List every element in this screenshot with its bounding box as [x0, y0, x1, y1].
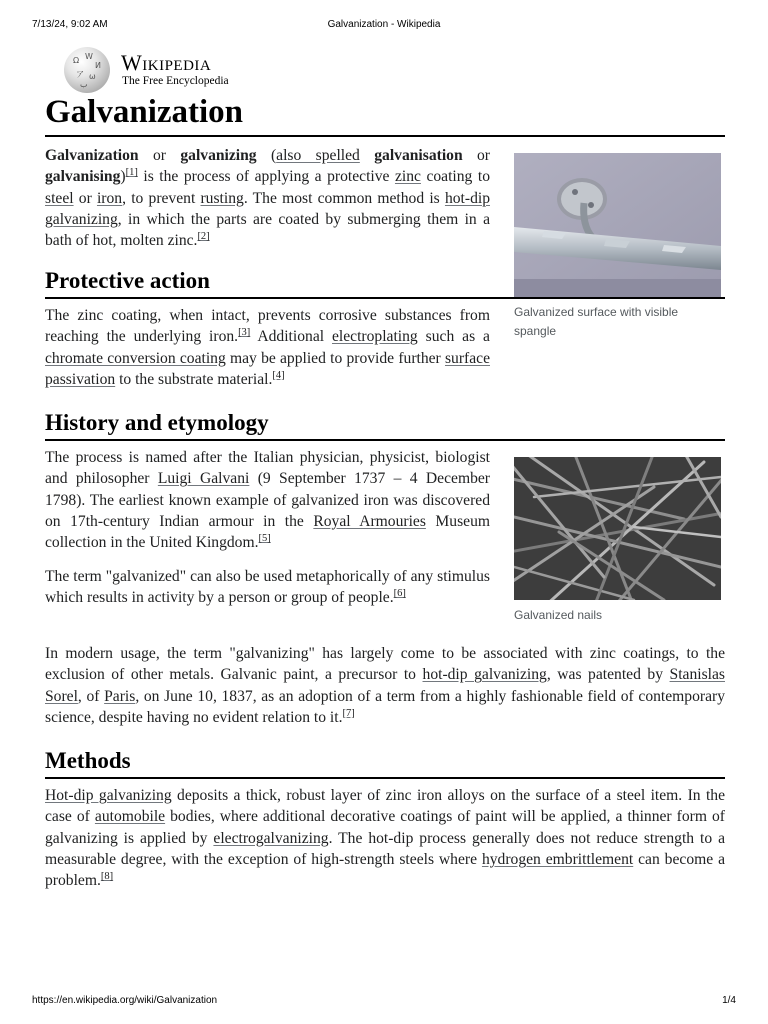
article-link[interactable]: Hot-dip galvanizing: [45, 787, 172, 804]
article-link[interactable]: hot-dip galvanizing: [422, 666, 547, 684]
section-heading-history: History and etymology: [45, 410, 269, 435]
text-run: bodies, where additional decorative coatings of paint will be applied, a thinner form of galvanizing is applied by: [45, 808, 725, 847]
figure-caption: Galvanized nails: [514, 608, 603, 622]
wikipedia-wordmark: [121, 50, 211, 76]
print-page-number: 1/4: [722, 995, 736, 1006]
intro-paragraph: [45, 145, 490, 251]
article-link[interactable]: steel: [45, 189, 74, 207]
text-run: . The most common method is: [243, 189, 445, 207]
reference-link[interactable]: [6]: [393, 588, 406, 600]
reference-link[interactable]: [8]: [100, 871, 114, 882]
article-link[interactable]: electrogalvanizing: [213, 829, 329, 847]
methods-paragraph: [45, 785, 725, 891]
print-datetime: 7/13/24, 9:02 AM: [32, 19, 108, 30]
history-paragraph-3: [45, 643, 725, 728]
wikipedia-tagline: The Free Encyclopedia: [122, 75, 229, 87]
wikipedia-globe-icon: Ω W И ア ω ب: [64, 47, 110, 93]
section-heading-protective-action: Protective action: [45, 268, 210, 293]
text-run: Additional: [250, 328, 332, 346]
print-page-title: Galvanization - Wikipedia: [327, 19, 441, 30]
galvanized-nails-image[interactable]: [514, 457, 721, 600]
reference-link[interactable]: [2]: [197, 231, 210, 242]
protective-action-paragraph: [45, 305, 490, 390]
text-run: such as a: [417, 328, 490, 346]
reference-link[interactable]: [7]: [342, 707, 355, 719]
page-title: Galvanization: [45, 94, 244, 130]
article-link[interactable]: automobile: [94, 808, 166, 826]
article-link[interactable]: Luigi Galvani: [157, 470, 250, 488]
text-run: , was patented by: [546, 666, 670, 684]
text-run: In modern usage, the term "galvanizing" has largely come to be associated with zinc coatings, to the exclusion of other metals. Galvanic paint, a precursor to: [45, 645, 725, 684]
text-run: can become a problem.: [45, 850, 726, 890]
figure-galvanized-nails: [514, 457, 722, 625]
text-run: deposits a thick, robust layer of zinc iron alloys on the surface of a steel item. In the case of: [45, 787, 725, 826]
text-run: , in which the parts are coated by submerging them in a bath of hot, molten zinc.: [45, 210, 490, 250]
title-divider: [45, 135, 725, 137]
text-run: , on June 10, 1837, as an adoption of a term from a highly fashionable field of contemporary science, despite having no evident relation to it.: [45, 687, 725, 726]
article-link[interactable]: also spelled: [276, 147, 360, 164]
bold-term: Galvanization: [45, 147, 139, 164]
article-link[interactable]: Stanislas Sorel: [45, 666, 725, 705]
figure-caption: Galvanized surface with visible spangle: [514, 305, 679, 338]
text-run: ): [120, 168, 126, 186]
text-run: [360, 147, 374, 164]
article-link[interactable]: zinc: [394, 168, 421, 186]
galvanized-surface-image[interactable]: [514, 153, 721, 297]
print-url: https://en.wikipedia.org/wiki/Galvanization: [32, 995, 218, 1006]
text-run: The zinc coating, when intact, prevents corrosive substances from reaching the underlying iron.: [45, 307, 490, 346]
text-run: . The hot-dip process generally does not reduce strength to a measurable degree, with the exception of high-strength steels where: [45, 829, 725, 868]
article-link[interactable]: surface passivation: [45, 349, 490, 388]
article-link[interactable]: Royal Armouries: [313, 512, 426, 530]
text-run: The process is named after the Italian physician, physicist, biologist and philosopher: [45, 449, 490, 488]
reference-link[interactable]: [1]: [125, 167, 138, 179]
section-divider: [45, 777, 725, 779]
figure-galvanized-surface: [514, 153, 722, 341]
history-paragraph-2: [45, 566, 490, 609]
article-link[interactable]: Paris: [104, 687, 136, 705]
galvanized-railing-photo: [514, 153, 721, 297]
article-link[interactable]: hydrogen embrittlement: [481, 850, 634, 868]
article-link[interactable]: rusting: [200, 189, 244, 207]
article-link[interactable]: electroplating: [332, 328, 418, 346]
text-run: (9 September 1737 – 4 December 1798). The earliest known example of galvanized iron was discovered on 17th-century Indian armour in the: [45, 470, 490, 530]
bold-term: galvanisation: [374, 147, 463, 164]
text-run: coating to: [420, 168, 490, 186]
article-link[interactable]: iron: [96, 189, 123, 207]
text-run: may be applied to provide further: [225, 349, 445, 367]
article-link[interactable]: chromate conversion coating: [45, 349, 226, 367]
section-heading-methods: Methods: [45, 748, 131, 773]
text-run: or: [73, 189, 97, 207]
history-paragraph-1: [45, 447, 490, 553]
wikipedia-logo[interactable]: [64, 47, 244, 93]
text-run: , of: [77, 687, 105, 705]
section-divider: [45, 439, 725, 441]
article-link[interactable]: hot-dip galvanizing: [45, 189, 490, 228]
reference-link[interactable]: [5]: [258, 533, 271, 544]
text-run: (: [256, 147, 277, 164]
reference-link[interactable]: [3]: [238, 327, 251, 339]
wordmark-text: Wikipedia: [121, 50, 212, 75]
text-run: or: [138, 147, 181, 164]
text-run: Museum collection in the United Kingdom.: [45, 512, 490, 552]
text-run: The term "galvanized" can also be used metaphorically of any stimulus which results in activity by a person or group of people.: [45, 568, 490, 607]
bold-term: galvanizing: [180, 147, 257, 164]
text-run: to the substrate material.: [115, 370, 273, 388]
galvanized-nails-photo: [514, 457, 721, 600]
reference-link[interactable]: [4]: [272, 369, 285, 381]
text-run: , to prevent: [122, 189, 201, 207]
bold-term: galvanising: [45, 168, 121, 186]
text-run: is the process of applying a protective: [137, 168, 395, 186]
text-run: or: [462, 147, 490, 164]
